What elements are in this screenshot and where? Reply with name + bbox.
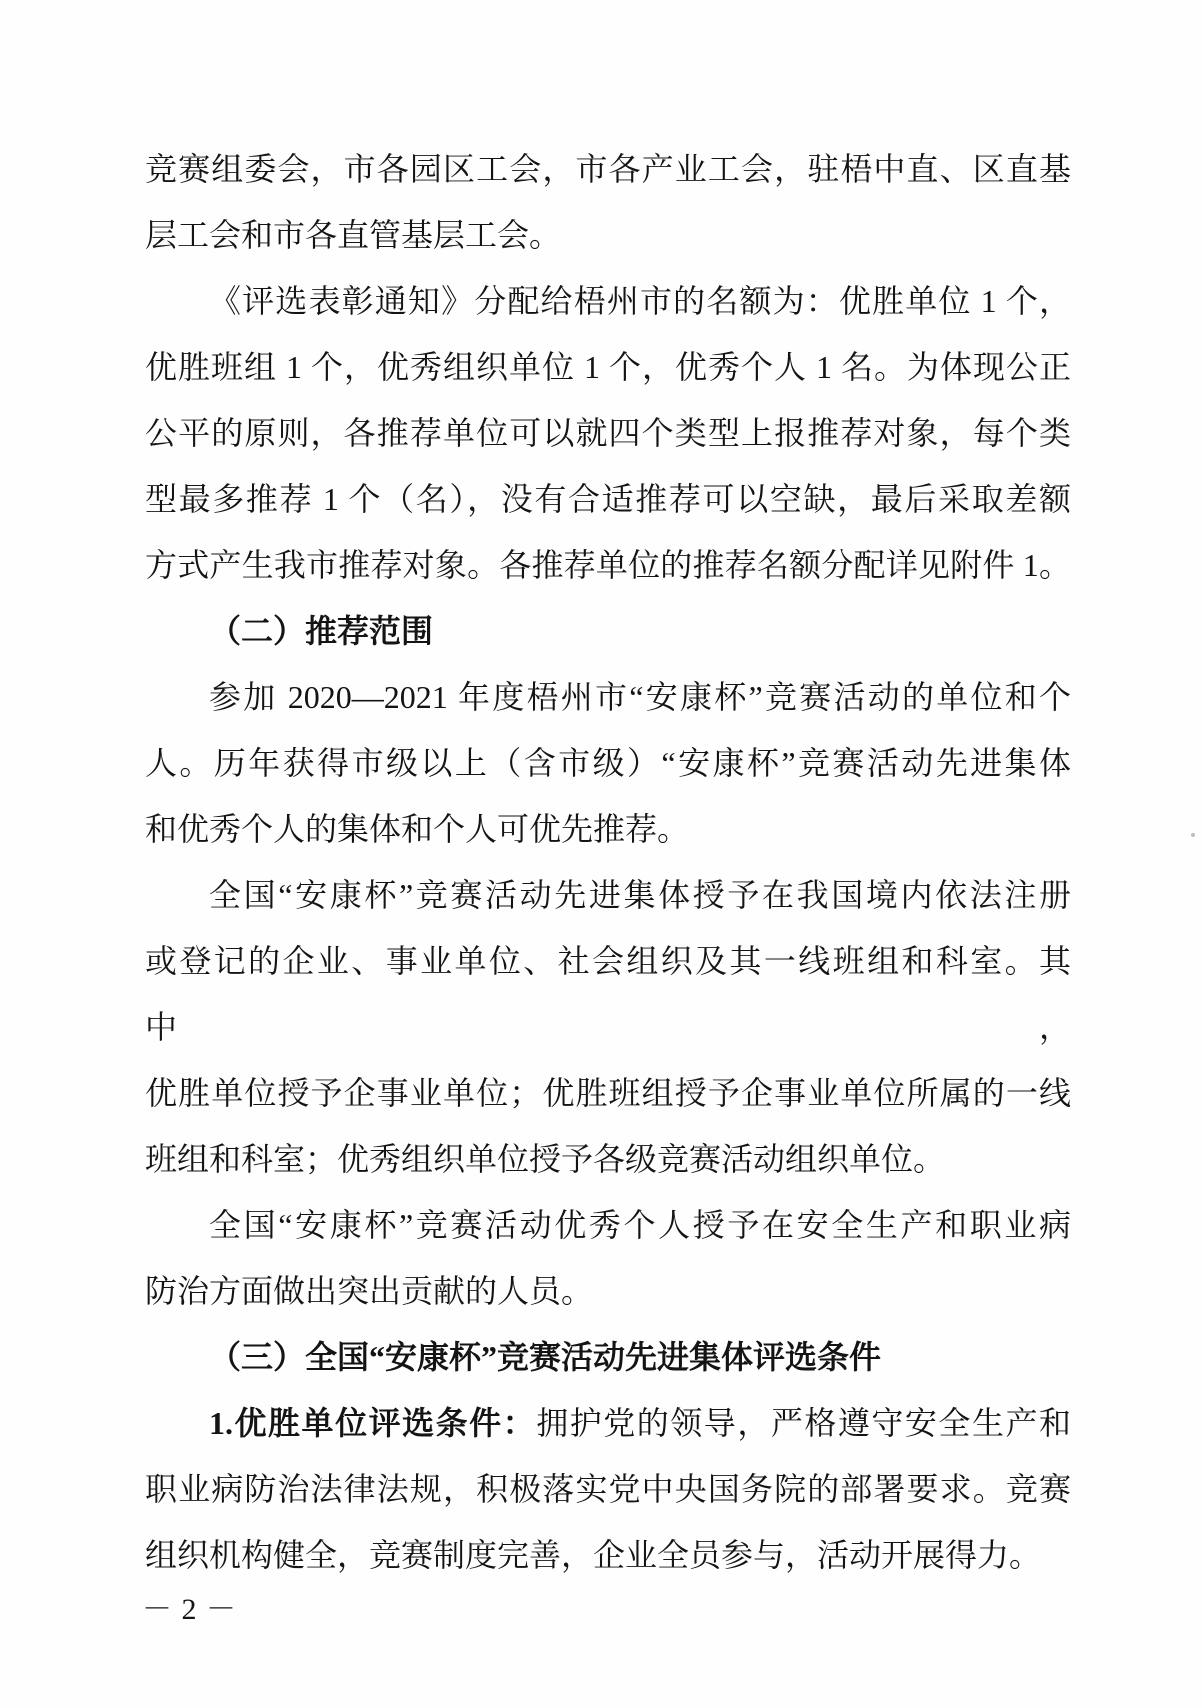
text-line xyxy=(145,1258,1071,1324)
text-line xyxy=(145,334,1071,400)
text-line xyxy=(145,928,1071,1060)
text-line xyxy=(145,202,1071,268)
text-segment: 人。历年获得市级以上（含市级）“安康杯”竞赛活动先进集体 xyxy=(145,745,1071,781)
text-line xyxy=(145,466,1071,532)
text-segment: 职业病防治法律法规，积极落实党中央国务院的部署要求。竞赛 xyxy=(145,1471,1071,1507)
text-line xyxy=(145,1522,1071,1588)
text-line xyxy=(145,400,1071,466)
text-segment: 型最多推荐 1 个（名），没有合适推荐可以空缺，最后采取差额 xyxy=(145,481,1071,517)
text-line xyxy=(145,796,1071,862)
text-segment: 层工会和市各直管基层工会。 xyxy=(145,217,562,253)
text-segment: 公平的原则，各推荐单位可以就四个类型上报推荐对象，每个类 xyxy=(145,415,1071,451)
bold-text-segment: （三）全国“安康杯”竞赛活动先进集体评选条件 xyxy=(209,1339,882,1375)
text-line xyxy=(145,1126,1071,1192)
text-line xyxy=(145,136,1071,202)
text-line xyxy=(145,532,1071,598)
text-segment: 全国“安康杯”竞赛活动优秀个人授予在安全生产和职业病 xyxy=(209,1207,1071,1243)
text-segment: 优胜单位授予企事业单位；优胜班组授予企事业单位所属的一线 xyxy=(145,1075,1071,1111)
text-line xyxy=(145,1390,1071,1456)
text-line xyxy=(145,862,1071,928)
text-line xyxy=(145,664,1071,730)
text-line xyxy=(145,1192,1071,1258)
text-line xyxy=(145,1456,1071,1522)
text-segment: 方式产生我市推荐对象。各推荐单位的推荐名额分配详见附件 1。 xyxy=(145,547,1071,583)
text-segment: 拥护党的领导，严格遵守安全生产和 xyxy=(536,1405,1071,1441)
bold-text-segment: （二）推荐范围 xyxy=(209,613,434,649)
text-segment: 组织机构健全，竞赛制度完善，企业全员参与，活动开展得力。 xyxy=(145,1537,1042,1573)
scan-speck-artifact xyxy=(1191,833,1195,837)
document-body xyxy=(145,136,1071,1588)
text-segment: 防治方面做出突出贡献的人员。 xyxy=(145,1273,594,1309)
text-segment: 参加 2020—2021 年度梧州市“安康杯”竞赛活动的单位和个 xyxy=(209,679,1071,715)
text-segment: 或登记的企业、事业单位、社会组织及其一线班组和科室。其中， xyxy=(145,943,1071,1045)
page-number: － 2 － xyxy=(142,1593,237,1626)
text-line xyxy=(145,1060,1071,1126)
text-line xyxy=(145,730,1071,796)
bold-text-segment: 1.优胜单位评选条件： xyxy=(209,1405,537,1441)
text-segment: 班组和科室；优秀组织单位授予各级竞赛活动组织单位。 xyxy=(145,1141,946,1177)
text-segment: 全国“安康杯”竞赛活动先进集体授予在我国境内依法注册 xyxy=(209,877,1071,913)
text-segment: 《评选表彰通知》分配给梧州市的名额为：优胜单位 1 个， xyxy=(209,283,1071,319)
text-segment: 竞赛组委会，市各园区工会，市各产业工会，驻梧中直、区直基 xyxy=(145,151,1071,187)
text-line xyxy=(145,598,1071,664)
text-line xyxy=(145,268,1071,334)
text-segment: 优胜班组 1 个，优秀组织单位 1 个，优秀个人 1 名。为体现公正 xyxy=(145,349,1071,385)
text-segment: 和优秀个人的集体和个人可优先推荐。 xyxy=(145,811,690,847)
text-line xyxy=(145,1324,1071,1390)
